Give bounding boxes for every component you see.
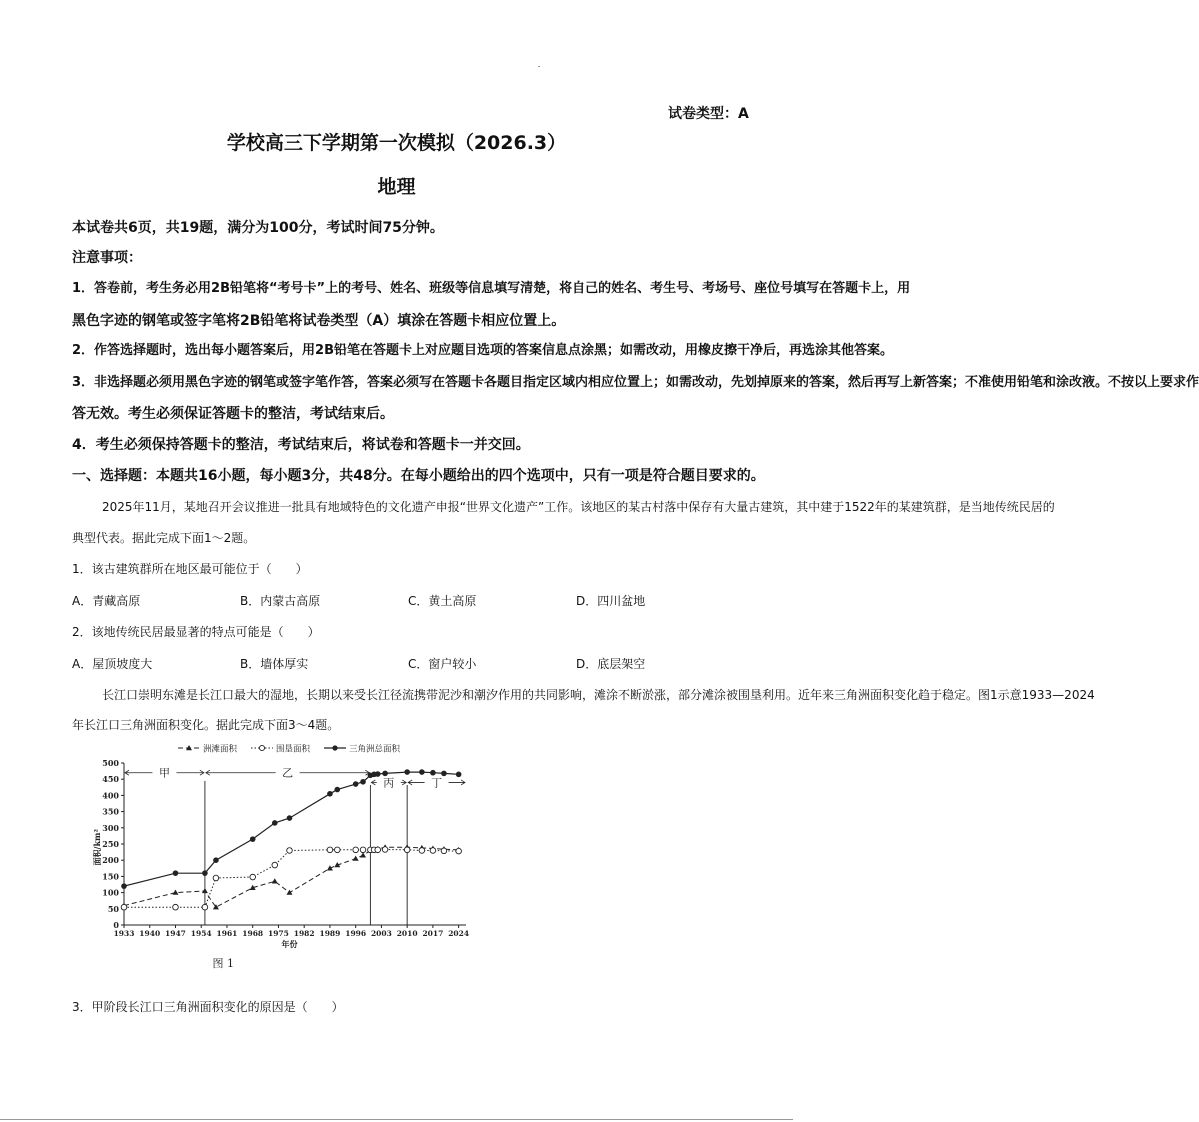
data-point-filled-circle: [375, 771, 381, 777]
legend-label: 洲滩面积: [203, 744, 238, 755]
y-tick-label: 0: [113, 920, 119, 930]
data-point-filled-circle: [213, 857, 219, 863]
x-tick-label: 1996: [345, 929, 367, 938]
data-point-open-circle: [360, 847, 366, 853]
period-label: 丙: [383, 776, 395, 790]
data-point-open-circle: [173, 904, 179, 910]
period-label: 丁: [431, 776, 443, 790]
passage-1-line-2: 典型代表。据此完成下面1～2题。: [72, 531, 256, 545]
data-point-filled-circle: [441, 771, 447, 777]
y-tick-label: 500: [102, 758, 119, 768]
y-axis-label: 面积/km²: [92, 829, 102, 866]
subject-title: 地理: [377, 176, 416, 198]
notice-title: 注意事项：: [72, 250, 142, 266]
data-point-filled-circle: [353, 781, 359, 787]
data-point-filled-circle: [404, 769, 410, 775]
figure-1-chart: [92, 738, 476, 970]
y-tick-label: 150: [102, 871, 119, 882]
data-point-open-circle: [121, 904, 127, 910]
notice-item-1-line-2: 黑色字迹的钢笔或签字笔将2B铅笔将试卷类型（A）填涂在答题卡相应位置上。: [72, 313, 566, 329]
passage-2-line-1: 长江口崇明东滩是长江口最大的湿地，长期以来受长江径流携带泥沙和潮汐作用的共同影响，滩涂不断淤涨，部分滩涂被围垦利用。近年来三角洲面积变化趋于稳定。图1示意1933—2024: [102, 688, 1095, 702]
y-tick-label: 250: [102, 839, 119, 849]
y-tick-label: 300: [102, 822, 119, 833]
delta-area-line-chart: [92, 738, 476, 970]
x-tick-label: 2010: [396, 929, 418, 938]
question-2-option-a: A．屋顶坡度大: [72, 657, 153, 671]
question-3-stem: 3．甲阶段长江口三角洲面积变化的原因是（ ）: [72, 1000, 344, 1014]
x-tick-label: 1975: [268, 929, 289, 938]
y-tick-label: 350: [102, 806, 119, 817]
x-tick-label: 1940: [139, 929, 161, 938]
data-point-open-circle: [353, 847, 359, 853]
question-2-option-d: D．底层架空: [576, 657, 646, 671]
data-point-open-circle: [287, 848, 293, 854]
x-tick-label: 1933: [113, 929, 135, 938]
exam-intro: 本试卷共6页，共19题，满分为100分，考试时间75分钟。: [72, 220, 444, 236]
data-point-open-circle: [404, 847, 410, 853]
data-point-open-circle: [250, 874, 256, 880]
legend-marker-filled-circle: [332, 745, 337, 750]
question-1-option-b: B．内蒙古高原: [240, 594, 321, 608]
notice-item-1-line-1: 1．答卷前，考生务必用2B铅笔将“考号卡”上的考号、姓名、班级等信息填写清楚，将自己的姓名、考生号、考场号、座位号填写在答题卡上，用: [72, 281, 911, 296]
data-point-filled-circle: [173, 870, 179, 876]
period-label: 甲: [158, 766, 170, 780]
x-tick-label: 2024: [448, 929, 470, 938]
data-point-open-circle: [272, 862, 278, 868]
x-tick-label: 2017: [422, 929, 444, 938]
notice-item-4: 4．考生必须保持答题卡的整洁，考试结束后，将试卷和答题卡一并交回。: [72, 437, 530, 453]
y-tick-label: 100: [102, 887, 119, 898]
data-point-triangle: [172, 890, 178, 895]
data-point-open-circle: [202, 904, 208, 910]
data-point-open-circle: [213, 875, 219, 881]
x-tick-label: 1989: [319, 929, 341, 938]
question-1-option-a: A．青藏高原: [72, 594, 141, 608]
data-point-filled-circle: [327, 791, 333, 797]
figure-caption: 图 1: [212, 957, 235, 970]
notice-item-3-line-2: 答无效。考生必须保证答题卡的整洁，考试结束后。: [72, 406, 394, 422]
data-point-filled-circle: [334, 787, 340, 793]
legend-marker-open-circle: [259, 745, 264, 750]
data-point-open-circle: [382, 847, 388, 853]
data-point-filled-circle: [360, 779, 366, 785]
period-label: 乙: [282, 766, 294, 780]
data-point-filled-circle: [272, 820, 278, 826]
question-1-stem: 1．该古建筑群所在地区最可能位于（ ）: [72, 562, 308, 576]
data-point-filled-circle: [419, 769, 425, 775]
data-point-open-circle: [441, 848, 447, 854]
series-line-triangle: [124, 847, 459, 907]
data-point-filled-circle: [456, 772, 462, 778]
exam-title: 学校高三下学期第一次模拟（2026.3）: [226, 132, 567, 154]
data-point-triangle: [202, 888, 208, 893]
data-point-triangle: [360, 852, 366, 857]
paper-type-label: 试卷类型：A: [668, 106, 749, 122]
y-tick-label: 400: [102, 790, 119, 801]
data-point-open-circle: [456, 848, 462, 854]
passage-1-line-1: 2025年11月，某地召开会议推进一批具有地域特色的文化遗产申报“世界文化遗产”工作。该地区的某古村落中保存有大量古建筑，其中建于1522年的某建筑群，是当地传统民居的: [102, 500, 1055, 514]
data-point-open-circle: [419, 848, 425, 854]
x-tick-label: 1982: [293, 929, 315, 938]
notice-item-3-line-1: 3．非选择题必须用黑色字迹的钢笔或签字笔作答，答案必须写在答题卡各题目指定区域内相应位置上；如需改动，先划掉原来的答案，然后再写上新答案；不准使用铅笔和涂改液。不按以上要求作: [72, 375, 1199, 390]
data-point-triangle: [353, 856, 359, 861]
data-point-filled-circle: [287, 815, 293, 821]
data-point-triangle: [272, 878, 278, 883]
data-point-open-circle: [327, 847, 333, 853]
y-tick-label: 450: [102, 774, 119, 785]
x-tick-label: 1954: [190, 929, 212, 938]
scan-dot: [538, 66, 540, 67]
y-tick-label: 200: [102, 855, 119, 866]
passage-2-line-2: 年长江口三角洲面积变化。据此完成下面3～4题。: [72, 718, 340, 732]
notice-item-2: 2．作答选择题时，选出每小题答案后，用2B铅笔在答题卡上对应题目选项的答案信息点涂黑；如需改动，用橡皮擦干净后，再选涂其他答案。: [72, 343, 894, 358]
data-point-filled-circle: [121, 883, 127, 889]
x-axis-label: 年份: [281, 939, 298, 949]
legend-label: 三角洲总面积: [349, 744, 401, 755]
series-line-filled-circle: [124, 772, 459, 886]
data-point-open-circle: [430, 848, 436, 854]
data-point-filled-circle: [382, 771, 388, 777]
x-tick-label: 1968: [242, 929, 264, 938]
data-point-filled-circle: [430, 770, 436, 776]
question-2-option-b: B．墙体厚实: [240, 657, 309, 671]
series-line-open-circle: [124, 850, 459, 908]
question-2-option-c: C．窗户较小: [408, 657, 477, 671]
y-tick-label: 50: [107, 903, 119, 914]
data-point-filled-circle: [202, 870, 208, 876]
question-2-stem: 2．该地传统民居最显著的特点可能是（ ）: [72, 625, 320, 639]
data-point-triangle: [286, 890, 292, 895]
section-1-heading: 一、选择题：本题共16小题，每小题3分，共48分。在每小题给出的四个选项中，只有一项是符合题目要求的。: [72, 468, 765, 484]
x-tick-label: 1947: [165, 929, 186, 938]
question-1-option-c: C．黄土高原: [408, 594, 477, 608]
x-tick-label: 1961: [216, 929, 238, 938]
question-1-option-d: D．四川盆地: [576, 594, 646, 608]
data-point-filled-circle: [250, 836, 256, 842]
legend-label: 围垦面积: [276, 744, 311, 755]
data-point-open-circle: [334, 847, 340, 853]
page-bottom-rule: [0, 1119, 793, 1120]
x-tick-label: 2003: [370, 929, 392, 938]
data-point-open-circle: [375, 847, 381, 853]
